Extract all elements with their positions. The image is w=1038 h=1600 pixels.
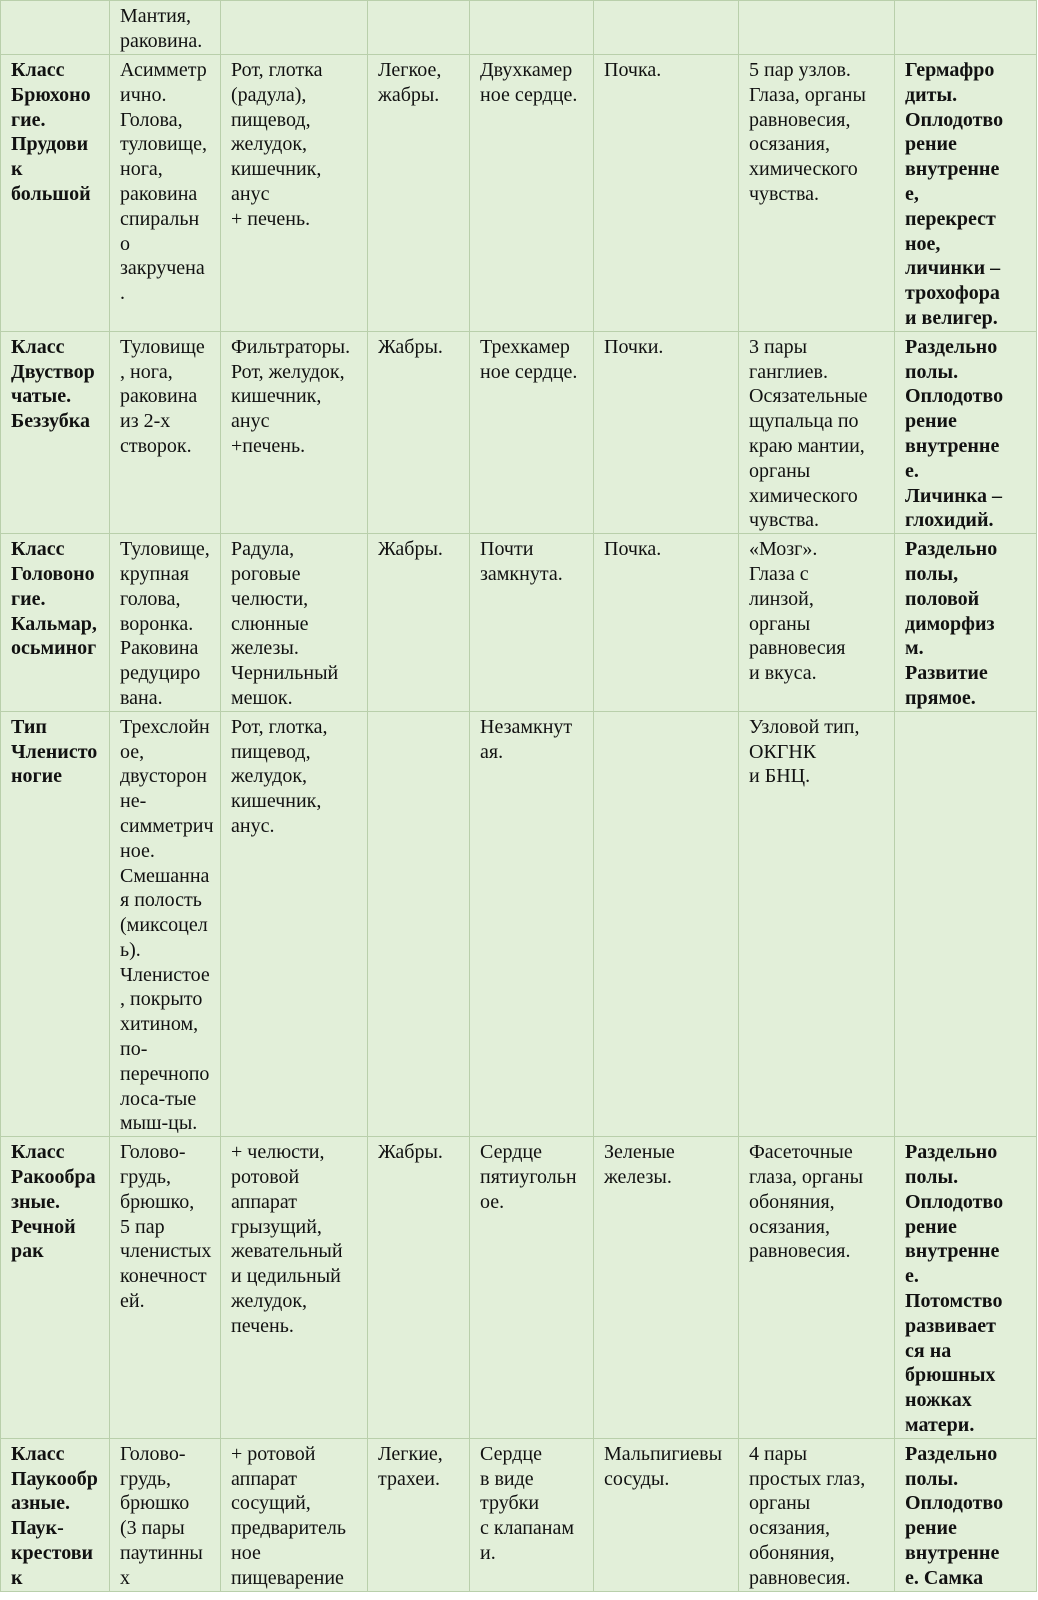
cell-line: трахеи. xyxy=(378,1467,440,1490)
cell-line: паутинны xyxy=(120,1542,203,1565)
cell-line: Класс xyxy=(11,538,65,561)
reproduction-cell xyxy=(895,711,1037,1137)
cell-line: внутренне xyxy=(905,1240,1000,1263)
cell-line: полы. xyxy=(905,1166,959,1189)
cell-line: анус. xyxy=(231,814,275,837)
cell-line: е. Самка xyxy=(905,1566,984,1589)
taxon-cell xyxy=(1,711,110,1137)
circulatory-system-cell xyxy=(470,711,594,1137)
table-row xyxy=(1,1438,1037,1591)
cell-line: спиральн xyxy=(120,207,200,230)
cell-line: ножках xyxy=(905,1389,972,1412)
reproduction-cell xyxy=(895,55,1037,332)
circulatory-system-cell xyxy=(470,1438,594,1591)
cell-line: Оплодотво xyxy=(905,108,1004,131)
cell-line: Класс xyxy=(11,59,65,81)
cell-line: двусторон xyxy=(120,765,207,788)
cell-line: туловище, xyxy=(120,133,208,156)
cell-line: Членисто xyxy=(11,740,98,763)
table-row xyxy=(1,1,1037,55)
cell-line: Туловище xyxy=(120,335,205,358)
cell-line: линзой, xyxy=(749,587,814,610)
nervous-system-cell xyxy=(739,534,895,712)
cell-line: Легкое, xyxy=(378,59,442,81)
cell-line: крупная xyxy=(120,562,189,585)
reproduction-cell xyxy=(895,1137,1037,1439)
cell-line: Класс xyxy=(11,1141,65,1164)
cell-line: раковина xyxy=(120,182,198,205)
digestive-system-cell xyxy=(221,1438,368,1591)
cell-line: трохофора xyxy=(905,282,1000,305)
body-structure-cell xyxy=(110,534,221,712)
body-structure-cell xyxy=(110,1438,221,1591)
cell-line: Рот, желудок, xyxy=(231,360,345,383)
body-structure-cell xyxy=(110,55,221,332)
cell-line: химического xyxy=(749,158,858,181)
cell-line: е. xyxy=(905,1265,919,1288)
cell-line: полы. xyxy=(905,360,959,383)
cell-line: Чернильный xyxy=(231,662,339,685)
cell-line: 3 пары xyxy=(749,335,808,358)
cell-line: Сердце xyxy=(480,1442,542,1465)
circulatory-system-cell xyxy=(470,1,594,55)
table-row xyxy=(1,55,1037,332)
cell-line: личинки – xyxy=(905,257,1001,280)
cell-line: Мальпигиевы xyxy=(604,1442,723,1465)
cell-line: глаза, органы xyxy=(749,1166,864,1189)
cell-line: слюнные xyxy=(231,612,309,635)
cell-line: азные. xyxy=(11,1492,71,1515)
respiratory-system-cell xyxy=(368,1137,470,1439)
cell-line: органы xyxy=(749,612,811,635)
reproduction-cell xyxy=(895,534,1037,712)
circulatory-system-cell xyxy=(470,534,594,712)
taxon-cell xyxy=(1,1,110,55)
taxon-cell xyxy=(1,1137,110,1439)
excretory-system-cell xyxy=(594,711,739,1137)
cell-line: Потомство xyxy=(905,1290,1003,1313)
cell-line: Тип xyxy=(11,715,47,738)
cell-line: обоняния, xyxy=(749,1190,835,1213)
nervous-system-cell xyxy=(739,711,895,1137)
cell-line: ая. xyxy=(480,740,504,763)
cell-line: диморфиз xyxy=(905,612,995,635)
cell-line: +печень. xyxy=(231,434,306,457)
cell-line: ое, xyxy=(120,740,145,763)
cell-line: Почти xyxy=(480,538,534,561)
cell-line: ротовой xyxy=(231,1166,300,1189)
cell-line: Легкие, xyxy=(378,1442,443,1465)
cell-line: рак xyxy=(11,1240,44,1263)
cell-line: Трехслойн xyxy=(120,715,210,738)
cell-line: глохидий. xyxy=(905,509,994,532)
cell-line: Радула, xyxy=(231,538,295,561)
cell-line: чувства. xyxy=(749,182,820,205)
digestive-system-cell xyxy=(221,711,368,1137)
cell-line: осьминог xyxy=(11,637,97,660)
cell-line: сосущий, xyxy=(231,1492,311,1515)
cell-line: вана. xyxy=(120,686,163,709)
cell-line: + челюсти, xyxy=(231,1141,325,1164)
cell-line: воронка. xyxy=(120,612,194,635)
respiratory-system-cell xyxy=(368,1,470,55)
cell-line: пятиугольн xyxy=(480,1166,577,1189)
cell-line: осязания, xyxy=(749,1215,830,1238)
cell-line: брюшко, xyxy=(120,1190,195,1213)
cell-line: рение xyxy=(905,1517,957,1540)
cell-line: замкнута. xyxy=(480,562,563,585)
circulatory-system-cell xyxy=(470,55,594,332)
cell-line: Оплодотво xyxy=(905,385,1004,408)
cell-line: в виде xyxy=(480,1467,534,1490)
cell-line: ное, xyxy=(905,232,941,255)
cell-line: и БНЦ. xyxy=(749,765,811,788)
nervous-system-cell xyxy=(739,1,895,55)
cell-line: Асимметр xyxy=(120,59,207,81)
cell-line: желудок, xyxy=(231,1290,308,1313)
cell-line: рение xyxy=(905,410,957,433)
cell-line: чувства. xyxy=(749,509,820,532)
cell-line: осязания, xyxy=(749,133,830,156)
cell-line: обоняния, xyxy=(749,1542,835,1565)
cell-line: гие. xyxy=(11,108,46,131)
cell-line: крестови xyxy=(11,1542,94,1565)
nervous-system-cell xyxy=(739,1137,895,1439)
cell-line: «Мозг». xyxy=(749,538,818,561)
cell-line: равновесия. xyxy=(749,1240,851,1263)
excretory-system-cell xyxy=(594,1137,739,1439)
cell-line: перекрест xyxy=(905,207,996,230)
cell-line: Брюхоно xyxy=(11,83,91,106)
reproduction-cell xyxy=(895,1438,1037,1591)
cell-line: внутренне xyxy=(905,1542,1000,1565)
cell-line: печень. xyxy=(231,1314,294,1337)
cell-line: Раздельно xyxy=(905,1141,998,1164)
cell-line: щупальца по xyxy=(749,410,859,433)
table-row xyxy=(1,534,1037,712)
cell-line: и велигер. xyxy=(905,306,998,329)
cell-line: Почка. xyxy=(604,59,662,81)
cell-line: химического xyxy=(749,484,858,507)
cell-line: Мантия, xyxy=(120,5,192,27)
cell-line: гие. xyxy=(11,587,46,610)
cell-line: и цедильный xyxy=(231,1265,341,1288)
cell-line: (3 пары xyxy=(120,1517,185,1540)
taxon-cell xyxy=(1,331,110,533)
cell-line: Личинка – xyxy=(905,484,1002,507)
cell-line: Голово- xyxy=(120,1141,186,1164)
cell-line: Класс xyxy=(11,1442,65,1465)
cell-line: челюсти, xyxy=(231,587,309,610)
cell-line: Смешанна xyxy=(120,864,210,887)
cell-line: Почка. xyxy=(604,538,662,561)
cell-line: простых глаз, xyxy=(749,1467,866,1490)
cell-line: аппарат xyxy=(231,1190,297,1213)
cell-line: Оплодотво xyxy=(905,1492,1004,1515)
cell-line: (миксоцел xyxy=(120,914,208,937)
cell-line: перечнопо xyxy=(120,1062,210,1085)
cell-line: матери. xyxy=(905,1414,975,1437)
cell-line: пищеварение xyxy=(231,1566,344,1589)
cell-line: Оплодотво xyxy=(905,1190,1004,1213)
cell-line: Двухкамер xyxy=(480,59,573,81)
cell-line: предваритель xyxy=(231,1517,346,1540)
cell-line: Жабры. xyxy=(378,335,443,358)
cell-line: кишечник, xyxy=(231,790,322,813)
cell-line: большой xyxy=(11,182,91,205)
cell-line: Раздельно xyxy=(905,1442,998,1465)
cell-line: нога, xyxy=(120,158,163,181)
excretory-system-cell xyxy=(594,55,739,332)
cell-line: Двуствор xyxy=(11,360,95,383)
cell-line: Узловой тип, xyxy=(749,715,860,738)
cell-line: к xyxy=(11,158,23,181)
cell-line: органы xyxy=(749,459,811,482)
cell-line: е, xyxy=(905,182,919,205)
cell-line: краю мантии, xyxy=(749,434,865,457)
cell-line: прямое. xyxy=(905,686,976,709)
cell-line: полы. xyxy=(905,1467,959,1490)
cell-line: грудь, xyxy=(120,1166,171,1189)
cell-line: ное сердце. xyxy=(480,360,578,383)
cell-line: жевательный xyxy=(231,1240,343,1263)
cell-line: Голова, xyxy=(120,108,183,131)
cell-line: не- xyxy=(120,790,147,813)
cell-line: Жабры. xyxy=(378,538,443,561)
cell-line: равновесия xyxy=(749,637,846,660)
cell-line: Раздельно xyxy=(905,335,998,358)
cell-line: из 2-х xyxy=(120,410,171,433)
cell-line: раковина. xyxy=(120,29,203,52)
cell-line: хитином, xyxy=(120,1013,199,1036)
reproduction-cell xyxy=(895,1,1037,55)
cell-line: симметрич xyxy=(120,814,214,837)
cell-line: Глаза с xyxy=(749,562,809,585)
cell-line: Осязательные xyxy=(749,385,868,408)
cell-line: грудь, xyxy=(120,1467,171,1490)
cell-line: внутренне xyxy=(905,434,1000,457)
cell-line: ное сердце. xyxy=(480,83,578,106)
table-row xyxy=(1,1137,1037,1439)
cell-line: створок. xyxy=(120,434,192,457)
cell-line: Ракообра xyxy=(11,1166,96,1189)
cell-line: , покрыто xyxy=(120,988,203,1011)
cell-line: внутренне xyxy=(905,158,1000,181)
respiratory-system-cell xyxy=(368,534,470,712)
excretory-system-cell xyxy=(594,331,739,533)
body-structure-cell xyxy=(110,1,221,55)
taxon-cell xyxy=(1,55,110,332)
cell-line: (радула), xyxy=(231,83,307,106)
cell-line: пищевод, xyxy=(231,740,311,763)
circulatory-system-cell xyxy=(470,1137,594,1439)
cell-line: , нога, xyxy=(120,360,173,383)
cell-line: роговые xyxy=(231,562,301,585)
digestive-system-cell xyxy=(221,534,368,712)
cell-line: половой xyxy=(905,587,980,610)
cell-line: Прудови xyxy=(11,133,89,156)
cell-line: ся на xyxy=(905,1339,952,1362)
cell-line: железы. xyxy=(604,1166,672,1189)
cell-line: . xyxy=(120,282,125,305)
excretory-system-cell xyxy=(594,1438,739,1591)
cell-line: Гермафро xyxy=(905,59,995,81)
body-structure-cell xyxy=(110,1137,221,1439)
cell-line: Кальмар, xyxy=(11,612,97,635)
cell-line: аппарат xyxy=(231,1467,297,1490)
cell-line: мешок. xyxy=(231,686,293,709)
cell-line: осязания, xyxy=(749,1517,830,1540)
body-structure-cell xyxy=(110,331,221,533)
cell-line: м. xyxy=(905,637,924,660)
cell-line: кишечник, xyxy=(231,158,322,181)
cell-line: ное xyxy=(231,1542,261,1565)
cell-line: конечност xyxy=(120,1265,207,1288)
cell-line: полы, xyxy=(905,562,959,585)
cell-line: пищевод, xyxy=(231,108,311,131)
cell-line: ь). xyxy=(120,938,141,961)
cell-line: Почки. xyxy=(604,335,664,358)
cell-line: Фасеточные xyxy=(749,1141,853,1164)
cell-line: Жабры. xyxy=(378,1141,443,1164)
cell-line: брюшко xyxy=(120,1492,190,1515)
cell-line: Глаза, органы xyxy=(749,83,866,106)
cell-line: ное. xyxy=(120,839,155,862)
cell-line: Речной xyxy=(11,1215,76,1238)
cell-line: я полость xyxy=(120,889,202,912)
cell-line: х xyxy=(120,1566,130,1589)
cell-line: закручена xyxy=(120,257,205,280)
cell-line: анус xyxy=(231,410,270,433)
cell-line: Сердце xyxy=(480,1141,542,1164)
cell-line: Головоно xyxy=(11,562,95,585)
taxon-cell xyxy=(1,1438,110,1591)
cell-line: зные. xyxy=(11,1190,61,1213)
cell-line: Туловище, xyxy=(120,538,210,561)
cell-line: членистых xyxy=(120,1240,212,1263)
nervous-system-cell xyxy=(739,331,895,533)
digestive-system-cell xyxy=(221,331,368,533)
cell-line: Членистое xyxy=(120,963,210,986)
cell-line: желудок, xyxy=(231,133,308,156)
respiratory-system-cell xyxy=(368,711,470,1137)
cell-line: рение xyxy=(905,133,957,156)
body-structure-cell xyxy=(110,711,221,1137)
cell-line: равновесия, xyxy=(749,108,851,131)
digestive-system-cell xyxy=(221,55,368,332)
cell-line: грызущий, xyxy=(231,1215,322,1238)
cell-line: Рот, глотка xyxy=(231,59,323,81)
respiratory-system-cell xyxy=(368,1438,470,1591)
cell-line: диты. xyxy=(905,83,958,106)
cell-line: редуциро xyxy=(120,662,201,685)
cell-line: е. xyxy=(905,459,919,482)
cell-line: + ротовой xyxy=(231,1442,316,1465)
cell-line: ОКГНК xyxy=(749,740,817,763)
cell-line: Развитие xyxy=(905,662,988,685)
cell-line: Класс xyxy=(11,335,65,358)
cell-line: ично. xyxy=(120,83,167,106)
cell-line: Трехкамер xyxy=(480,335,570,358)
cell-line: Раздельно xyxy=(905,538,998,561)
cell-line: брюшных xyxy=(905,1364,996,1387)
nervous-system-cell xyxy=(739,1438,895,1591)
cell-line: ей. xyxy=(120,1290,145,1313)
table-row xyxy=(1,331,1037,533)
cell-line: анус xyxy=(231,182,270,205)
cell-line: 5 пар xyxy=(120,1215,165,1238)
cell-line: Незамкнут xyxy=(480,715,573,738)
reproduction-cell xyxy=(895,331,1037,533)
cell-line: мыш-цы. xyxy=(120,1112,198,1135)
cell-line: Беззубка xyxy=(11,410,90,433)
cell-line: Паук- xyxy=(11,1517,64,1540)
cell-line: и вкуса. xyxy=(749,662,817,685)
cell-line: Рот, глотка, xyxy=(231,715,328,738)
cell-line: желудок, xyxy=(231,765,308,788)
excretory-system-cell xyxy=(594,1,739,55)
cell-line: лоса-тые xyxy=(120,1087,197,1110)
cell-line: с клапанам xyxy=(480,1517,575,1540)
cell-line: жабры. xyxy=(378,83,440,106)
digestive-system-cell xyxy=(221,1137,368,1439)
cell-line: рение xyxy=(905,1215,957,1238)
cell-line: Раковина xyxy=(120,637,199,660)
cell-line: трубки xyxy=(480,1492,540,1515)
cell-line: по- xyxy=(120,1038,148,1061)
cell-line: равновесия. xyxy=(749,1566,851,1589)
taxon-cell xyxy=(1,534,110,712)
table-row xyxy=(1,711,1037,1137)
circulatory-system-cell xyxy=(470,331,594,533)
cell-line: + печень. xyxy=(231,207,311,230)
cell-line: Голово- xyxy=(120,1442,186,1465)
respiratory-system-cell xyxy=(368,55,470,332)
cell-line: развивает xyxy=(905,1314,996,1337)
cell-line: Зеленые xyxy=(604,1141,675,1164)
cell-line: Паукообр xyxy=(11,1467,98,1490)
cell-line: о xyxy=(120,232,130,255)
nervous-system-cell xyxy=(739,55,895,332)
cell-line: Фильтраторы. xyxy=(231,335,351,358)
cell-line: к xyxy=(11,1566,23,1589)
cell-line: железы. xyxy=(231,637,299,660)
cell-line: и. xyxy=(480,1542,496,1565)
cell-line: сосуды. xyxy=(604,1467,670,1490)
cell-line: ногие xyxy=(11,765,63,788)
cell-line: голова, xyxy=(120,587,181,610)
cell-line: кишечник, xyxy=(231,385,322,408)
digestive-system-cell xyxy=(221,1,368,55)
cell-line: органы xyxy=(749,1492,811,1515)
cell-line: чатые. xyxy=(11,385,72,408)
respiratory-system-cell xyxy=(368,331,470,533)
excretory-system-cell xyxy=(594,534,739,712)
cell-line: 5 пар узлов. xyxy=(749,59,851,81)
cell-line: ое. xyxy=(480,1190,505,1213)
cell-line: 4 пары xyxy=(749,1442,808,1465)
cell-line: раковина xyxy=(120,385,198,408)
cell-line: ганглиев. xyxy=(749,360,828,383)
